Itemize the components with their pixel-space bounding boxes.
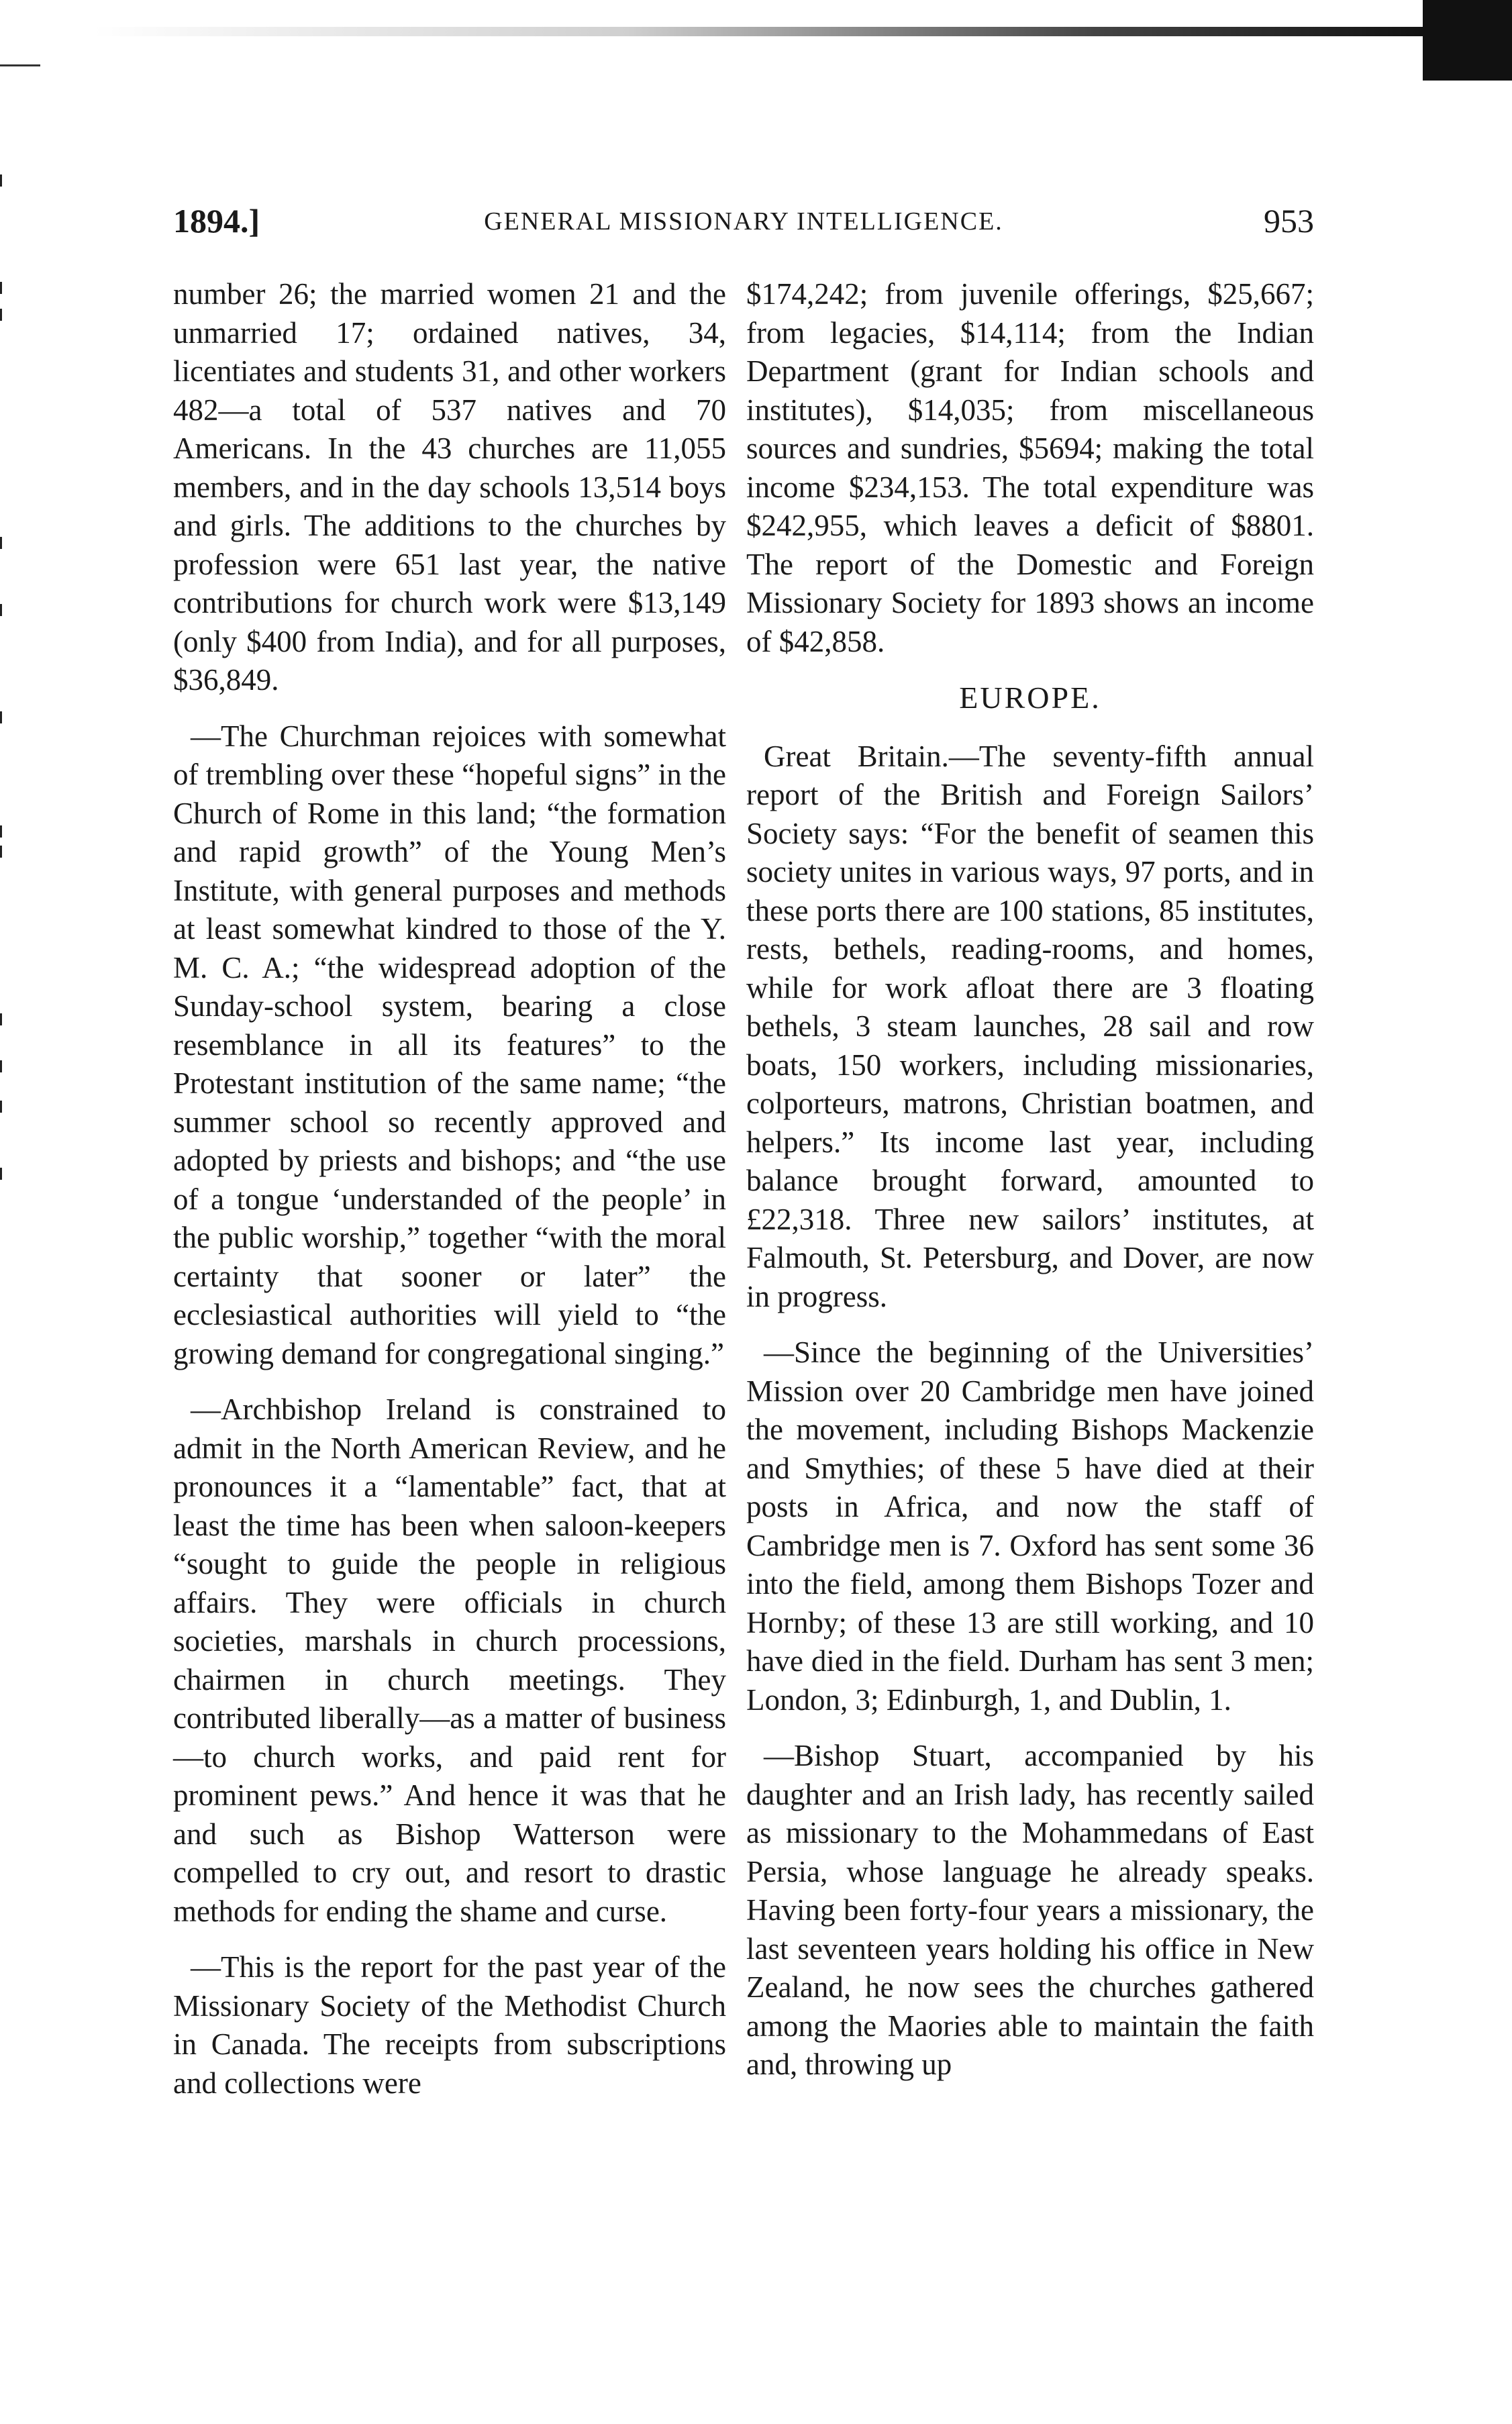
running-header	[173, 201, 1314, 262]
paragraph-bishop-stuart: —Bishop Stuart, accompanied by his daughter and an Irish lady, has recently sailed as missionary to the Mohammedans of East Persia, whose language he already speaks. Having been forty-four years a missionary, the last seventeen years holding his office in New Zealand, he now sees the churches gathered among the Maories able to maintain the faith and, throwing up	[746, 1739, 1314, 2081]
paragraph-methodist-canada: —This is the report for the past year of the Missionary Society of the Methodist Church in Canada. The receipts from subscriptions and collections were	[173, 1950, 726, 2100]
paragraph-universities-mission: —Since the beginning of the Universities’ Mission over 20 Cambridge men have joined the movement, including Bishops Mackenzie and Smythies; of these 5 have died at their posts in Africa, and now the staff of Cambridge men is 7. Oxford has sent some 36 into the field, among them Bishops Tozer and Hornby; of these 13 are still working, and 10 have died in the field. Durham has sent 3 men; London, 3; Edinburgh, 1, and Dublin, 1.	[746, 1335, 1314, 1717]
left-column	[173, 275, 726, 2120]
paragraph-receipts: $174,242; from juvenile offerings, $25,667; from legacies, $14,114; from the Indian Department (grant for Indian schools and institutes), $14,035; from miscellaneous sources and sundries, $5694; making the total income $234,153. The total expenditure was $242,955, which leaves a deficit of $8801. The report of the Domestic and Foreign Missionary Society for 1893 shows an income of $42,858.	[746, 277, 1314, 658]
paragraph-great-britain: Great Britain.—The seventy-fifth annual report of the British and Foreign Sailors’ Society says: “For the benefit of seamen this society unites in various ways, 97 ports, and in these ports there are 100 stations, 85 institutes, rests, bethels, reading-rooms, and homes, while for work afloat there are 3 floating bethels, 3 steam launches, 28 sail and row boats, 150 workers, including missionaries, colporteurs, matrons, Christian boatmen, and helpers.” Its income last year, including balance brought forward, amounted to £22,318. Three new sailors’ institutes, at Falmouth, St. Petersburg, and Dover, are now in progress.	[746, 739, 1314, 1313]
running-title: GENERAL MISSIONARY INTELLIGENCE.	[484, 207, 1003, 236]
section-heading-europe: EUROPE.	[959, 680, 1101, 715]
page-number: 953	[1264, 202, 1314, 240]
right-column	[746, 275, 1314, 2102]
paragraph-archbishop-ireland: —Archbishop Ireland is constrained to admit in the North American Review, and he pronounces it a “lamentable” fact, that at least the time has been when saloon-keepers “sought to guide the people in religious affairs. They were officials in church societies, marshals in church processions, chairmen in church meetings. They contributed liberally—as a matter of business—to church works, and paid rent for prominent pews.” And hence it was that he and such as Bishop Watterson were compelled to cry out, and resort to drastic methods for ending the shame and curse.	[173, 1393, 726, 1928]
margin-marks	[0, 174, 47, 1517]
header-year: 1894.]	[173, 202, 260, 240]
paragraph-churchman: —The Churchman rejoices with somewhat of trembling over these “hopeful signs” in the Church of Rome in this land; “the formation and rapid growth” of the Young Men’s Institute, with general purposes and methods at least somewhat kindred to those of the Y. M. C. A.; “the widespread adoption of the Sunday-school system, bearing a close resemblance in all its features” to the Protestant institution of the same name; “the summer school so recently approved and adopted by priests and bishops; and “the use of a tongue ‘understanded of the people’ in the public worship,” together “with the moral certainty that sooner or later” the ecclesiastical authorities will yield to “the growing demand for congregational singing.”	[173, 719, 726, 1370]
scan-edge-bar	[94, 27, 1429, 36]
scan-edge-corner	[1423, 0, 1512, 81]
paragraph-mission-statistics: number 26; the married women 21 and the unmarried 17; ordained natives, 34, licentiates and students 31, and other workers 482—a total of 537 natives and 70 Americans. In the 43 churches are 11,055 members, and in the day schools 13,514 boys and girls. The additions to the churches by profession were 651 last year, the native contributions for church work were $13,149 (only $400 from India), and for all purposes, $36,849.	[173, 277, 726, 697]
scan-edge-mark	[0, 64, 40, 66]
